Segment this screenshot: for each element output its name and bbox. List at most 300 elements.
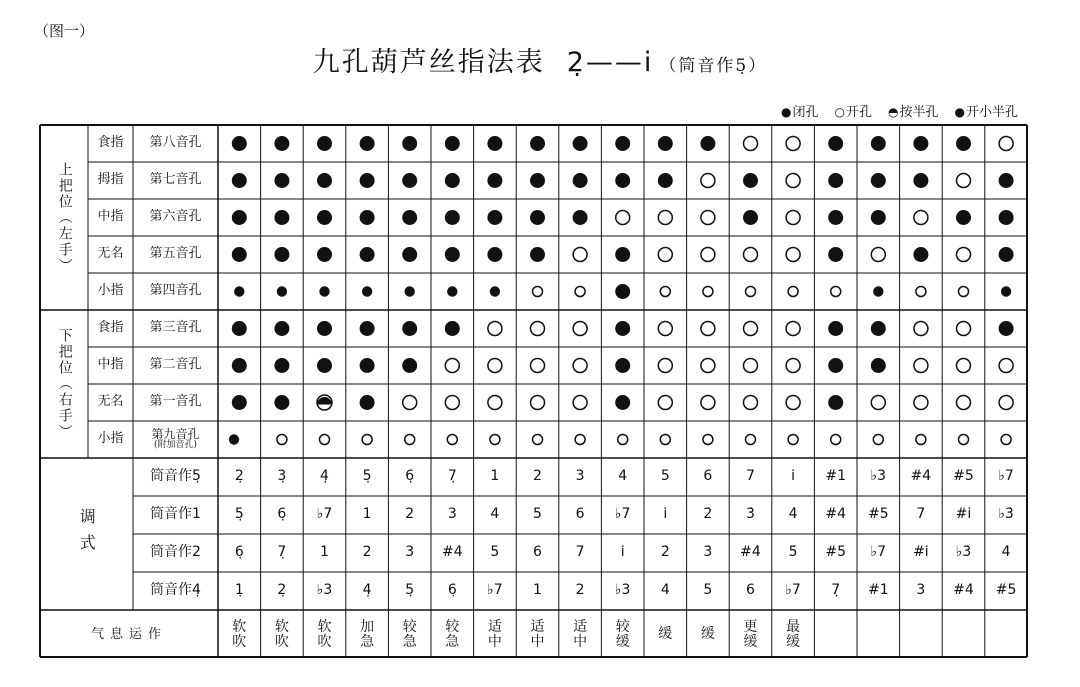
open-hole-icon [531,322,545,336]
mode-note: 3 [447,506,457,523]
breath-cell [985,610,1028,660]
open-hole-icon [914,322,928,336]
mode-note: 2̣ [234,468,244,485]
mode-note: 4̇ [788,506,798,523]
closed-hole-icon [402,136,417,151]
mode-note: ♭3 [870,468,887,485]
closed-hole-icon [232,173,247,188]
mode-note: 3̣ [277,468,287,485]
open-hole-icon [957,359,971,373]
closed-hole-icon [828,136,843,151]
open-hole-icon [658,322,672,336]
mode-note: ♭3 [614,582,631,599]
breath-text: 较缓 [615,618,630,650]
closed-hole-icon [445,210,460,225]
closed-hole-icon [615,321,630,336]
mode-note: #5 [867,506,889,523]
closed-hole-icon [956,210,971,225]
closed-hole-icon [956,136,971,151]
finger-label: 中指 [97,209,124,225]
open-hole-icon [744,137,758,151]
breath-cell [559,610,602,660]
closed-hole-icon [232,321,247,336]
closed-hole-icon [232,247,247,262]
mode-note: 2 [362,544,372,561]
mode-note: 1 [362,506,372,523]
open-hole-icon [701,396,715,410]
open-hole-icon [447,435,457,445]
closed-hole-icon [487,136,502,151]
hole-label [133,310,218,347]
open-hole-icon [914,359,928,373]
mode-note: #4 [910,468,932,485]
open-hole-icon [701,248,715,262]
mode-note: 1̣ [234,582,244,599]
finger-label: 食指 [97,320,124,336]
breath-cell [814,610,857,660]
range-text: 2̣——i̇ [566,47,654,78]
mode-note: #4̇ [740,544,761,561]
mode-note: ♭7 [487,582,503,599]
breath-text: 适中 [487,618,502,650]
mode-note: 5̣ [362,468,372,485]
closed-hole-icon [828,173,843,188]
half-hole-icon [317,395,332,410]
open-hole-icon [531,396,545,410]
closed-hole-icon [615,358,630,373]
closed-hole-icon [615,136,630,151]
hole-label [133,199,218,236]
open-hole-icon [573,396,587,410]
mode-note: 5̇ [788,544,798,561]
closed-hole-icon [871,321,886,336]
hole-label [133,162,218,199]
closed-hole-icon [871,358,886,373]
closed-hole-icon [658,173,673,188]
open-hole-icon [959,435,969,445]
mode-note: 4̇ [1001,544,1011,561]
title-text: 九孔葫芦丝指法表 [312,47,545,78]
hole-label [133,273,218,310]
closed-hole-icon [658,136,673,151]
hole-name: 第一音孔 [149,394,202,410]
closed-hole-icon [360,395,375,410]
closed-hole-icon [402,173,417,188]
legend-label: 开孔 [845,105,872,120]
open-hole-icon [405,435,415,445]
mode-note: 5 [490,544,500,561]
mode-note: i̇ [791,468,796,485]
breath-cell [772,610,815,660]
open-hole-icon [701,322,715,336]
open-hole-icon [999,396,1013,410]
open-hole-icon [703,287,713,297]
mode-label: 筒音作2 [150,544,201,561]
mode-note: ♭7 [998,468,1014,485]
mode-note: #5 [825,544,846,561]
open-hole-icon [277,435,287,445]
mode-note: ♭7 [870,544,887,561]
open-hole-icon [744,322,758,336]
figure-label: （图一） [34,22,95,40]
mode-note: 5 [533,506,542,523]
mode-note: 7 [575,544,585,561]
mode-note: 4 [490,506,500,523]
open-hole-icon [957,396,971,410]
open-hole-icon [871,396,885,410]
mode-section-label: 调式 [77,508,97,560]
breath-cell [303,610,346,660]
open-hole-icon [533,435,543,445]
closed-hole-icon [999,247,1014,262]
open-hole-icon [1001,435,1011,445]
open-hole-icon [658,396,672,410]
mode-note: 6̣ [447,582,457,599]
closed-hole-icon [871,173,886,188]
closed-hole-icon [530,136,545,151]
hole-name: 第六音孔 [149,209,202,225]
closed-hole-icon [317,173,332,188]
hole-name: 第八音孔 [149,135,202,151]
closed-hole-icon [317,321,332,336]
mode-note: 2̇ [703,506,713,523]
open-hole-icon [786,322,800,336]
open-hole-icon [618,435,628,445]
open-hole-icon [703,435,713,445]
closed-hole-icon [402,210,417,225]
open-hole-icon [660,287,670,297]
hole-label [133,421,218,458]
breath-cell [516,610,559,660]
breath-cell [942,610,985,660]
closed-hole-icon [232,358,247,373]
open-hole-icon [871,248,885,262]
finger-label: 食指 [97,135,124,151]
finger-label: 小指 [97,283,124,299]
closed-hole-icon [274,173,289,188]
hole-name: 第七音孔 [149,172,202,188]
open-hole-icon [873,435,883,445]
mode-note: #1 [867,582,889,599]
open-hole-icon [658,248,672,262]
closed-hole-icon [615,395,630,410]
closed-hole-icon [487,173,502,188]
breath-text: 更缓 [743,618,758,650]
closed-hole-icon [913,173,928,188]
mode-label: 筒音作5̣ [150,468,201,485]
mode-note: 6 [746,582,755,599]
mode-note: 4̣ [320,468,329,485]
closed-hole-icon [274,321,289,336]
mode-note: 1 [320,544,329,561]
breath-text: 最缓 [786,618,801,650]
closed-hole-icon [360,358,375,373]
closed-hole-icon [913,247,928,262]
open-hole-icon [916,287,926,297]
closed-hole-icon [530,173,545,188]
open-hole-icon [786,396,800,410]
closed-hole-icon [828,358,843,373]
closed-hole-icon [828,321,843,336]
breath-text: 缓 [700,626,715,643]
mode-note: #5 [953,468,974,485]
closed-hole-icon [999,321,1014,336]
mode-note: 7̣ [277,544,287,561]
finger-label: 拇指 [97,172,124,188]
closed-hole-icon [999,173,1014,188]
breath-text: 较急 [402,618,417,650]
open-hole-icon [744,248,758,262]
breath-cell [857,610,900,660]
open-hole-icon [488,322,502,336]
breath-cell [729,610,772,660]
mode-note: 4 [618,468,628,485]
closed-hole-icon [615,247,630,262]
open-hole-icon [957,322,971,336]
mode-note: ♭7 [316,506,333,523]
closed-hole-icon [232,210,247,225]
closed-hole-icon [700,136,715,151]
closed-hole-icon [360,247,375,262]
open-hole-icon [957,248,971,262]
mode-note: #5 [995,582,1017,599]
open-hole-icon [701,359,715,373]
closed-hole-icon [274,136,289,151]
breath-text: 软吹 [232,618,247,650]
open-hole-icon [575,435,585,445]
open-hole-icon [573,248,587,262]
legend-symbol-icon: ● [954,105,965,119]
open-hole-icon [744,359,758,373]
mode-note: #i̇ [955,506,972,523]
closed-hole-icon [828,395,843,410]
legend-label: 按半孔 [899,105,939,120]
closed-hole-icon [274,358,289,373]
closed-hole-icon [871,136,886,151]
mode-note: 7̣ [447,468,457,485]
closed-hole-icon [274,210,289,225]
mode-note: 6̣ [277,506,287,523]
open-hole-icon [701,211,715,225]
finger-label: 中指 [97,357,124,373]
open-hole-icon [744,396,758,410]
open-hole-icon [701,174,715,188]
closed-hole-icon [445,321,460,336]
mode-note: ♭7 [614,506,631,523]
mode-note: 1 [490,468,500,485]
closed-hole-icon [530,210,545,225]
open-hole-icon [746,435,756,445]
breath-cell [346,610,389,660]
closed-hole-icon [573,173,588,188]
open-hole-icon [786,248,800,262]
open-hole-icon [831,287,841,297]
hole-name: 第三音孔 [149,320,202,336]
mode-note: 2 [575,582,585,599]
mode-note: 6̣ [405,468,415,485]
closed-hole-icon [319,286,329,296]
open-hole-icon [660,435,670,445]
hole-name: 第四音孔 [149,283,202,299]
closed-hole-icon [743,210,758,225]
closed-hole-icon [360,136,375,151]
mode-note: 2 [533,468,542,485]
mode-note: 1 [533,582,542,599]
open-hole-icon [786,137,800,151]
closed-hole-icon [274,247,289,262]
breath-text: 适中 [530,618,545,650]
hole-label [133,384,218,421]
open-hole-icon [786,174,800,188]
hole-label [133,347,218,384]
closed-hole-icon [402,247,417,262]
closed-hole-icon [871,210,886,225]
open-hole-icon [788,435,798,445]
closed-hole-icon [1001,286,1011,296]
mode-note: 5̣ [405,582,415,599]
open-hole-icon [658,359,672,373]
mode-note: 2 [405,506,415,523]
mode-note: i̇ [663,506,668,523]
closed-hole-icon [873,286,883,296]
open-hole-icon [959,287,969,297]
closed-hole-icon [490,286,500,296]
mode-note: ♭3̇ [998,506,1014,523]
open-hole-icon [831,435,841,445]
closed-hole-icon [445,173,460,188]
closed-hole-icon [274,395,289,410]
breath-cell [687,610,730,660]
breath-section-label: 气息运作 [90,626,167,642]
mode-note: #i̇ [913,544,929,561]
mode-label: 筒音作4̣ [150,582,201,599]
open-hole-icon [320,435,330,445]
open-hole-icon [362,435,372,445]
mode-note: 3 [405,544,415,561]
mode-note: 7 [916,506,926,523]
breath-text: 较急 [445,618,460,650]
closed-hole-icon [487,210,502,225]
closed-hole-icon [360,210,375,225]
hole-name: 第二音孔 [149,357,202,373]
open-hole-icon [531,359,545,373]
mode-note: 2̣ [277,582,287,599]
legend-symbol-icon: ◓ [888,105,899,119]
breath-cell [431,610,474,660]
mode-note: #4 [825,506,846,523]
lower-section-label: 下把位（右手） [56,328,73,440]
closed-hole-icon [615,284,630,299]
mode-note: 5̣ [234,506,244,523]
mode-note: 6 [533,544,542,561]
closed-hole-icon [232,395,247,410]
closed-hole-icon [445,136,460,151]
closed-hole-icon [234,286,244,296]
breath-text: 适中 [573,618,588,650]
open-hole-icon [575,287,585,297]
hole-name: 第五音孔 [149,246,202,262]
mode-note: 7 [746,468,755,485]
open-hole-icon [916,435,926,445]
open-hole-icon [786,211,800,225]
key-note: （筒音作5̣） [659,56,768,76]
closed-hole-icon [402,358,417,373]
breath-cell [218,610,261,660]
hole-name: 第九音孔 [151,426,200,441]
finger-label: 无名 [97,394,124,410]
closed-hole-icon [573,210,588,225]
hole-label [133,236,218,273]
mode-note: 4 [660,582,670,599]
open-hole-icon [658,211,672,225]
mode-note: #4 [953,582,974,599]
closed-hole-icon [232,136,247,151]
closed-hole-icon [487,247,502,262]
mode-note: ♭7 [785,582,801,599]
mode-note: #4 [441,544,463,561]
mode-note: ♭3̇ [955,544,972,561]
closed-hole-icon [615,173,630,188]
mode-note: 4̣ [362,582,372,599]
mode-note: #1 [825,468,846,485]
closed-hole-icon [402,321,417,336]
open-hole-icon [957,174,971,188]
mode-note: i̇ [620,544,625,561]
closed-hole-icon [362,286,372,296]
closed-hole-icon [828,247,843,262]
closed-hole-icon [530,247,545,262]
open-hole-icon [786,359,800,373]
legend-symbol-icon: ○ [834,105,845,119]
breath-text: 软吹 [274,618,289,650]
closed-hole-icon [317,247,332,262]
open-hole-icon [533,287,543,297]
open-hole-icon [788,287,798,297]
closed-hole-icon [573,136,588,151]
hole-label [133,125,218,162]
breath-cell [601,610,644,660]
closed-hole-icon [913,136,928,151]
closed-hole-icon [405,286,415,296]
open-hole-icon [573,322,587,336]
closed-hole-icon [317,358,332,373]
finger-label: 无名 [97,246,124,262]
breath-text: 软吹 [317,618,332,650]
closed-hole-icon [317,136,332,151]
open-hole-icon [488,396,502,410]
open-hole-icon [746,287,756,297]
breath-cell [900,610,943,660]
mode-note: 3̇ [746,506,755,523]
breath-text: 缓 [658,626,673,643]
breath-text: 加急 [360,618,375,650]
mode-note: 3 [916,582,926,599]
open-hole-icon [445,396,459,410]
open-hole-icon [999,359,1013,373]
closed-hole-icon [229,434,239,444]
mode-note: ♭3 [316,582,333,599]
legend-label: 闭孔 [792,105,819,120]
closed-hole-icon [360,173,375,188]
open-hole-icon [573,359,587,373]
mode-note: 7̣ [831,582,841,599]
open-hole-icon [445,359,459,373]
open-hole-icon [490,435,500,445]
closed-hole-icon [999,210,1014,225]
closed-hole-icon [445,247,460,262]
open-hole-icon [999,137,1013,151]
closed-hole-icon [447,286,457,296]
